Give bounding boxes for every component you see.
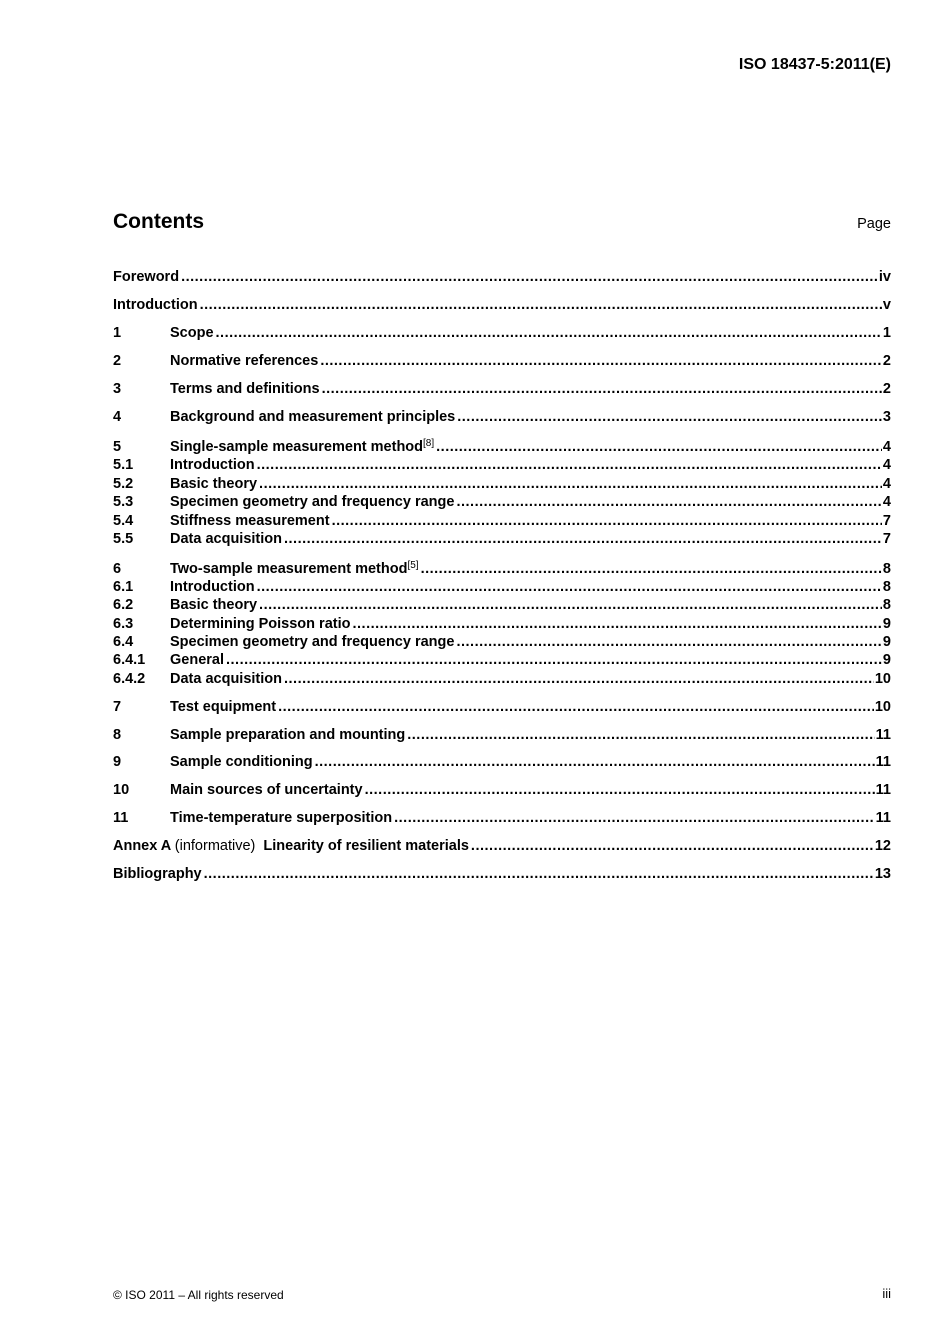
toc-leader: [257, 456, 882, 475]
toc-entry-5-1[interactable]: [113, 456, 891, 475]
toc-entry-page: 10: [874, 699, 891, 715]
toc-leader: [457, 408, 882, 427]
toc-entry-title: Background and measurement principles: [170, 409, 456, 425]
annex-title: Linearity of resilient materials: [263, 838, 469, 854]
page-column-label: Page: [857, 216, 891, 232]
toc-entry-number: 7: [113, 699, 122, 715]
toc-entry-page: 8: [882, 579, 891, 595]
toc-entry-title: Normative references: [170, 353, 319, 369]
toc-leader: [181, 268, 878, 287]
toc-leader: [284, 670, 874, 689]
toc-entry-page: 4: [882, 476, 891, 492]
toc-entry-title: Basic theory: [170, 597, 258, 613]
toc-leader: [456, 493, 881, 512]
toc-leader: [257, 578, 882, 597]
toc-entry-number: 6.1: [113, 579, 134, 595]
toc-leader: [315, 753, 875, 772]
toc-entry-title: Main sources of uncertainty: [170, 782, 363, 798]
toc-entry-5-5[interactable]: [113, 530, 891, 549]
toc-entry-number: 1: [113, 325, 122, 341]
toc-entry-page: 9: [882, 634, 891, 650]
toc-leader: [332, 512, 882, 531]
toc-entry-number: 6.2: [113, 597, 134, 613]
toc-entry-4[interactable]: [113, 408, 891, 427]
toc-entry-page: 8: [882, 597, 891, 613]
toc-entry-number: 5.3: [113, 494, 134, 510]
toc-entry-page: 11: [875, 727, 891, 743]
toc-entry-6-4-1[interactable]: [113, 651, 891, 670]
toc-entry-page: 2: [882, 381, 891, 397]
toc-entry-title: Foreword: [113, 269, 180, 285]
toc-entry-page: 10: [874, 671, 891, 687]
toc-entry-5-3[interactable]: [113, 493, 891, 512]
toc-entry-title: Specimen geometry and frequency range: [170, 494, 455, 510]
toc-leader: [259, 596, 882, 615]
toc-entry-3[interactable]: [113, 380, 891, 399]
toc-leader: [436, 438, 882, 457]
toc-entry-page: 3: [882, 409, 891, 425]
toc-entry-page: 9: [882, 616, 891, 632]
toc-entry-6-4-2[interactable]: [113, 670, 891, 689]
toc-entry-page: 11: [875, 754, 891, 770]
toc-leader: [365, 781, 875, 800]
toc-entry-title: Bibliography: [113, 866, 202, 882]
toc-entry-title: Sample conditioning: [170, 754, 313, 770]
toc-leader: [352, 615, 881, 634]
toc-entry-page: 7: [882, 531, 891, 547]
toc-entry-1[interactable]: [113, 324, 891, 343]
annex-type: (informative): [174, 838, 256, 854]
toc-entry-8[interactable]: [113, 726, 891, 745]
toc-leader: [284, 530, 882, 549]
toc-entry-6-1[interactable]: [113, 578, 891, 597]
toc-entry-title: Single-sample measurement method[8]: [170, 438, 435, 455]
toc-leader: [204, 865, 874, 884]
toc-entry-number: 5.4: [113, 513, 134, 529]
footer-copyright: © ISO 2011 – All rights reserved: [113, 1288, 284, 1302]
toc-leader: [259, 475, 882, 494]
toc-entry-title: General: [170, 652, 224, 668]
toc-entry-title: Scope: [170, 325, 214, 341]
footer-page-number: iii: [882, 1286, 891, 1301]
toc-leader: [456, 633, 881, 652]
toc-leader: [322, 380, 882, 399]
toc-entry-title: Time-temperature superposition: [170, 810, 393, 826]
toc-entry-5[interactable]: [113, 438, 891, 457]
toc-entry-number: 4: [113, 409, 122, 425]
toc-entry-title: Specimen geometry and frequency range: [170, 634, 455, 650]
toc-entry-number: 10: [113, 782, 130, 798]
toc-entry-6[interactable]: [113, 560, 891, 579]
document-code: ISO 18437-5:2011(E): [738, 56, 891, 73]
toc-entry-title: Determining Poisson ratio: [170, 616, 351, 632]
annex-label: Annex A: [113, 838, 171, 854]
toc-entry-6-3[interactable]: [113, 615, 891, 634]
toc-entry-number: 6.3: [113, 616, 134, 632]
toc-entry-title: Basic theory: [170, 476, 258, 492]
toc-heading: Contents: [113, 210, 204, 233]
toc-entry-page: 4: [882, 494, 891, 510]
toc-entry-5-2[interactable]: [113, 475, 891, 494]
toc-entry-number: 6.4.2: [113, 671, 146, 687]
toc-entry-page: iv: [878, 269, 891, 285]
toc-entry-number: 8: [113, 727, 122, 743]
toc-entry-number: 5: [113, 439, 122, 455]
toc-leader: [200, 296, 882, 315]
toc-entry-5-4[interactable]: [113, 512, 891, 531]
toc-entry-page: 11: [875, 810, 891, 826]
toc-leader: [320, 352, 882, 371]
toc-entry-annex-a[interactable]: [113, 837, 891, 856]
toc-entry-page: 4: [882, 439, 891, 455]
toc-entry-title: Data acquisition: [170, 531, 282, 547]
toc-entry-title: Stiffness measurement: [170, 513, 330, 529]
toc-entry-number: 6.4.1: [113, 652, 146, 668]
toc-entry-number: 5.2: [113, 476, 134, 492]
toc-entry-title: Introduction: [113, 297, 198, 313]
toc-leader: [394, 809, 875, 828]
toc-entry-2[interactable]: [113, 352, 891, 371]
toc-entry-page: 7: [882, 513, 891, 529]
toc-leader: [471, 837, 874, 856]
toc-entry-page: 11: [875, 782, 891, 798]
toc-entry-title: Introduction: [170, 579, 255, 595]
toc-entry-number: 3: [113, 381, 122, 397]
toc-entry-page: 13: [874, 866, 891, 882]
reference-superscript: [8]: [423, 438, 435, 449]
toc-entry-title: Test equipment: [170, 699, 277, 715]
toc-leader: [278, 698, 874, 717]
toc-entry-number: 5.1: [113, 457, 134, 473]
toc-leader: [216, 324, 882, 343]
toc-entry-page: 2: [882, 353, 891, 369]
toc-entry-title: Introduction: [170, 457, 255, 473]
toc-entry-6-4[interactable]: [113, 633, 891, 652]
toc-leader: [226, 651, 882, 670]
toc-entry-number: 11: [113, 810, 129, 826]
toc-entry-number: 9: [113, 754, 122, 770]
toc-entry-number: 6.4: [113, 634, 134, 650]
toc-annex-title: [113, 837, 469, 856]
toc-entry-title: Sample preparation and mounting: [170, 727, 406, 743]
toc-entry-number: 5.5: [113, 531, 134, 547]
toc-entry-introduction[interactable]: [113, 296, 891, 315]
toc-leader: [407, 726, 874, 745]
toc-leader: [421, 560, 882, 579]
toc-entry-7[interactable]: [113, 698, 891, 717]
toc-entry-10[interactable]: [113, 781, 891, 800]
toc-entry-page: 8: [882, 561, 891, 577]
toc-entry-6-2[interactable]: [113, 596, 891, 615]
reference-superscript: [5]: [407, 560, 419, 571]
toc-entry-11[interactable]: [113, 809, 891, 828]
toc-entry-9[interactable]: [113, 753, 891, 772]
toc-entry-page: 12: [874, 838, 891, 854]
toc-entry-title: Terms and definitions: [170, 381, 320, 397]
toc-entry-page: 4: [882, 457, 891, 473]
toc-entry-foreword[interactable]: [113, 268, 891, 287]
toc-entry-bibliography[interactable]: [113, 865, 891, 884]
toc-entry-number: 2: [113, 353, 122, 369]
toc-entry-title: Two-sample measurement method[5]: [170, 560, 419, 577]
toc-entry-number: 6: [113, 561, 122, 577]
toc-entry-page: 9: [882, 652, 891, 668]
toc-entry-page: 1: [882, 325, 891, 341]
toc-entry-title: Data acquisition: [170, 671, 282, 687]
toc-entry-page: v: [882, 297, 891, 313]
